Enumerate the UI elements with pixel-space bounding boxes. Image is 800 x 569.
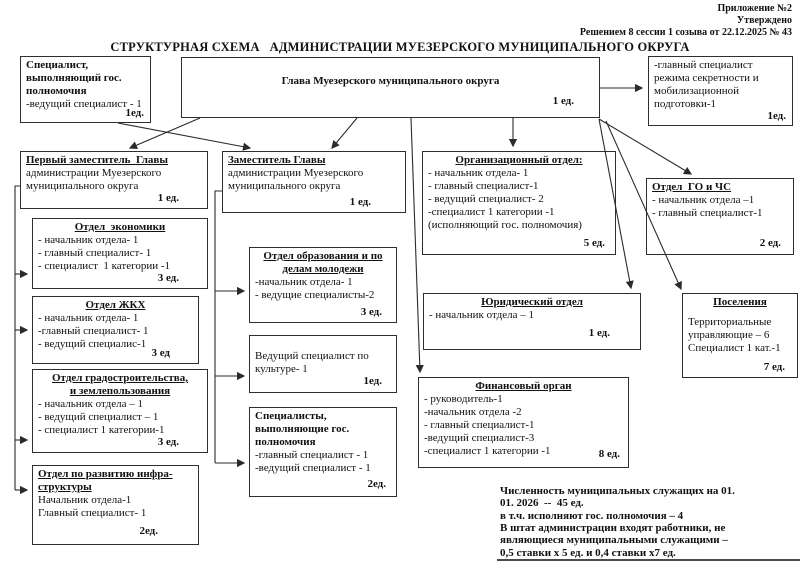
box-items bbox=[38, 312, 193, 351]
box-civil-defense-department bbox=[646, 178, 794, 255]
summary-line: являющиеся муниципальными служащими – bbox=[500, 534, 728, 547]
text-line: (исполняющий гос. полномочия) bbox=[428, 218, 582, 231]
box-settlements bbox=[682, 293, 798, 378]
staff-count: 8 ед. bbox=[598, 448, 620, 461]
box-title bbox=[255, 410, 391, 449]
box-title bbox=[187, 60, 594, 88]
staff-count: 3 ед. bbox=[157, 436, 179, 449]
text-line: выполняющие гос. bbox=[255, 422, 350, 435]
text-line: - начальник отдела –1 bbox=[652, 193, 755, 206]
text-line: Заместитель Главы bbox=[228, 154, 326, 166]
staff-count: 2 ед. bbox=[759, 237, 781, 250]
box-title bbox=[428, 154, 610, 167]
text-line: Главный специалист- 1 bbox=[38, 506, 147, 519]
text-line: Отдел по развитию инфра- bbox=[38, 468, 173, 480]
box-title bbox=[424, 380, 623, 393]
box-culture-specialist bbox=[249, 335, 397, 393]
box-title bbox=[688, 296, 792, 309]
text-line: - начальник отдела- 1 bbox=[38, 233, 139, 246]
summary-line: В штат администрации входят работники, не bbox=[500, 521, 726, 534]
box-title bbox=[26, 154, 202, 167]
box-head-of-district bbox=[181, 57, 600, 118]
box-deputy-head bbox=[222, 151, 406, 213]
text-line: -главный специалист- 1 bbox=[38, 324, 149, 337]
staff-count: 2ед. bbox=[367, 478, 386, 491]
box-items bbox=[652, 194, 788, 220]
bottom-divider bbox=[497, 559, 800, 561]
summary-line: 0,5 ставки х 5 ед. и 0,4 ставки х7 ед. bbox=[500, 546, 676, 559]
text-line: - ведущие специалисты-2 bbox=[255, 288, 375, 301]
box-items bbox=[38, 494, 193, 520]
text-line: -начальник отдела- 1 bbox=[255, 275, 353, 288]
text-line: -специалист 1 категории -1 bbox=[428, 205, 555, 218]
box-urban-planning-department bbox=[32, 369, 208, 453]
text-line: управляющие – 6 bbox=[688, 328, 770, 341]
text-line: Специалист, bbox=[26, 59, 89, 71]
text-line: - ведущий специалис-1 bbox=[38, 337, 147, 350]
box-title bbox=[26, 59, 145, 98]
text-line: Юридический отдел bbox=[481, 296, 583, 308]
staff-count: 7 ед. bbox=[763, 361, 785, 374]
staff-count: 1 ед. bbox=[349, 196, 371, 209]
text-line: -ведущий специалист - 1 bbox=[255, 461, 371, 474]
box-infrastructure-department bbox=[32, 465, 199, 545]
text-line: Поселения bbox=[713, 296, 767, 308]
text-line: - руководитель-1 bbox=[424, 392, 503, 405]
staff-count: 3 ед. bbox=[360, 306, 382, 319]
text-line: Ведущий специалист по bbox=[255, 350, 369, 362]
box-items bbox=[38, 398, 202, 437]
text-line: Организационный отдел: bbox=[455, 154, 583, 166]
box-items bbox=[429, 309, 635, 322]
text-line: Глава Муезерского муниципального округа bbox=[281, 75, 500, 87]
text-line: Отдел градостроительства, bbox=[52, 372, 188, 384]
text-line: полномочия bbox=[255, 435, 316, 448]
box-items bbox=[654, 59, 787, 111]
staff-count: 1ед. bbox=[125, 107, 144, 120]
staff-count: 5 ед. bbox=[583, 237, 605, 250]
box-items bbox=[688, 316, 792, 355]
text-line: -главный специалист bbox=[654, 59, 753, 71]
text-line: выполняющий гос. bbox=[26, 71, 122, 84]
text-line: мобилизационной bbox=[654, 84, 739, 97]
staff-count: 1 ед. bbox=[157, 192, 179, 205]
box-title bbox=[38, 468, 193, 494]
text-line: -ведущий специалист-3 bbox=[424, 431, 535, 444]
box-title bbox=[429, 296, 635, 309]
approval-line: Приложение №2 bbox=[717, 3, 792, 14]
box-items bbox=[255, 338, 391, 376]
text-line: Финансовый орган bbox=[475, 380, 572, 392]
staff-count: 1ед. bbox=[767, 110, 786, 123]
staff-count: 1 ед. bbox=[588, 327, 610, 340]
text-line: - специалист 1 категории -1 bbox=[38, 259, 171, 272]
text-line: муниципального округа bbox=[26, 179, 139, 192]
text-line: -ведущий специалист - 1 bbox=[26, 97, 142, 110]
document-approval-block bbox=[580, 3, 792, 39]
text-line: - специалист 1 категории-1 bbox=[38, 423, 165, 436]
box-housing-department bbox=[32, 296, 199, 364]
text-line: Территориальные bbox=[688, 315, 772, 328]
text-line: -специалист 1 категории -1 bbox=[424, 444, 551, 457]
text-line: Отдел ЖКХ bbox=[85, 299, 146, 311]
box-specialists-gov-powers bbox=[249, 407, 397, 497]
text-line: Первый заместитель Главы bbox=[26, 154, 168, 166]
text-line: делам молодежи bbox=[282, 262, 364, 275]
box-items bbox=[38, 234, 202, 273]
box-title bbox=[228, 154, 400, 167]
text-line: администрации Муезерского bbox=[228, 166, 364, 179]
staff-count: 2ед. bbox=[139, 525, 158, 538]
box-secrecy-specialist bbox=[648, 56, 793, 126]
text-line: - начальник отдела – 1 bbox=[429, 308, 534, 321]
text-line: - ведущий специалист – 1 bbox=[38, 410, 159, 423]
text-line: Специалист 1 кат.-1 bbox=[688, 341, 781, 354]
text-line: - начальник отдела- 1 bbox=[428, 166, 529, 179]
box-first-deputy-head bbox=[20, 151, 208, 209]
box-education-youth-department bbox=[249, 247, 397, 323]
headcount-summary-note bbox=[500, 485, 800, 559]
text-line: подготовки-1 bbox=[654, 97, 717, 110]
staff-count: 3 ед bbox=[151, 347, 170, 360]
page-title: СТРУКТУРНАЯ СХЕМА АДМИНИСТРАЦИИ МУЕЗЕРСКОГО МУНИЦИПАЛЬНОГО ОКРУГА bbox=[110, 40, 690, 54]
summary-line: в т.ч. исполняют гос. полномочия – 4 bbox=[500, 509, 684, 522]
text-line: -главный специалист - 1 bbox=[255, 448, 369, 461]
box-title bbox=[255, 250, 391, 276]
text-line: и землепользования bbox=[69, 384, 171, 397]
text-line: Отдел образования и по bbox=[263, 250, 383, 262]
text-line: - главный специалист- 1 bbox=[38, 246, 152, 259]
text-line: структуры bbox=[38, 480, 92, 493]
summary-line: Численность муниципальных служащих на 01. bbox=[500, 485, 735, 497]
box-items bbox=[255, 276, 391, 302]
box-items bbox=[255, 449, 391, 475]
box-items bbox=[228, 167, 400, 193]
box-title bbox=[38, 221, 202, 234]
staff-count: 1 ед. bbox=[552, 95, 574, 108]
staff-count: 3 ед. bbox=[157, 272, 179, 285]
text-line: - главный специалист-1 bbox=[652, 206, 763, 219]
box-organizational-department bbox=[422, 151, 616, 255]
text-line: -начальник отдела -2 bbox=[424, 405, 522, 418]
box-items bbox=[424, 393, 623, 458]
text-line: Специалисты, bbox=[255, 410, 327, 422]
text-line: - главный специалист-1 bbox=[424, 418, 535, 431]
text-line: - начальник отдела – 1 bbox=[38, 397, 143, 410]
text-line: - начальник отдела- 1 bbox=[38, 311, 139, 324]
text-line: культуре- 1 bbox=[255, 362, 308, 375]
box-items bbox=[428, 167, 610, 232]
text-line: муниципального округа bbox=[228, 179, 341, 192]
box-title bbox=[652, 181, 788, 194]
box-finance-body bbox=[418, 377, 629, 468]
box-legal-department bbox=[423, 293, 641, 350]
text-line: полномочия bbox=[26, 84, 87, 97]
text-line: режима секретности и bbox=[654, 71, 759, 84]
text-line: - ведущий специалист- 2 bbox=[428, 192, 544, 205]
text-line: Отдел экономики bbox=[74, 221, 166, 233]
staff-count: 1ед. bbox=[363, 375, 382, 388]
box-title bbox=[38, 372, 202, 398]
text-line: администрации Муезерского bbox=[26, 166, 162, 179]
box-specialist-gov-powers bbox=[20, 56, 151, 123]
box-economy-department bbox=[32, 218, 208, 289]
text-line: Отдел ГО и ЧС bbox=[652, 181, 732, 193]
box-title bbox=[38, 299, 193, 312]
text-line: - главный специалист-1 bbox=[428, 179, 539, 192]
summary-line: 01. 2026 -- 45 ед. bbox=[500, 497, 584, 510]
approval-line: Решением 8 сессии 1 созыва от 22.12.2025 № 43 bbox=[579, 27, 792, 38]
box-items bbox=[26, 167, 202, 193]
approval-line: Утверждено bbox=[736, 15, 792, 26]
text-line: Начальник отдела-1 bbox=[38, 493, 132, 506]
